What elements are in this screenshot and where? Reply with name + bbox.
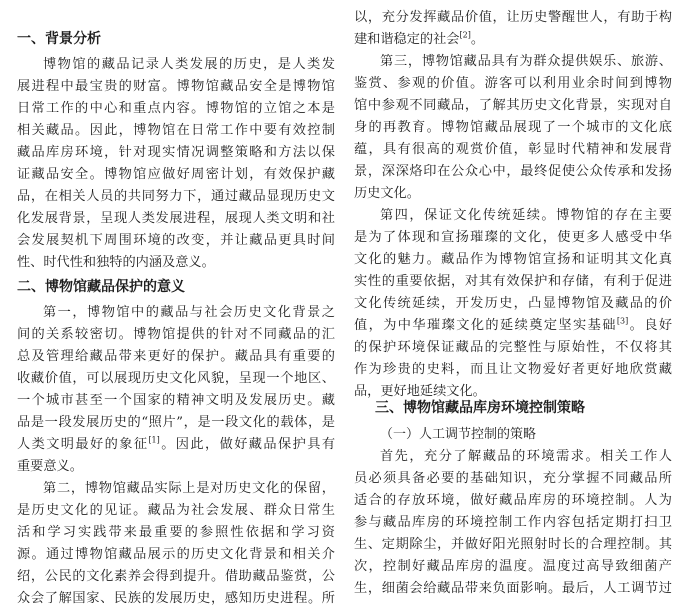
text-line: 品，在相关人员的共同努力下，通过藏品显现历史文: [17, 189, 335, 204]
text-line: 收藏价值，可以展现历史文化风貌，呈现一个地区、: [17, 371, 335, 386]
text-span: 人类文明最好的象征: [17, 437, 149, 452]
text-line: 第四，保证文化传统延续。博物馆的存在主要: [380, 208, 672, 223]
text-line: 证藏品安全。博物馆应做好周密计划，有效保护藏: [17, 167, 335, 182]
text-line: 重要意义。: [17, 459, 83, 474]
text-line: 第二，博物馆藏品实际上是对历史文化的保留，: [43, 481, 335, 496]
citation-3[interactable]: [3]: [616, 316, 629, 326]
heading-significance: 二、博物馆藏品保护的意义: [17, 279, 185, 295]
text-line: 第一，博物馆中的藏品与社会历史文化背景之: [43, 305, 335, 320]
text-line: 展进程中最宝贵的财富。博物馆藏品安全是博物馆: [17, 79, 335, 94]
text-line: 藏品库房环境，针对现实情况调整策略和方法以保: [17, 145, 335, 160]
text-line: 实性的重要依据，对其有效保护和存储，有利于促进: [354, 274, 672, 289]
text-line: 一个城市甚至一个国家的精神文明及发展历史。藏: [17, 393, 335, 408]
text-span: 。: [470, 32, 485, 47]
heading-background-analysis: 一、背景分析: [17, 31, 101, 47]
text-line: 品是一段发展历史的“照片”，是一段文化的载体，是: [17, 415, 335, 430]
text-line: 身的再教育。博物馆藏品展现了一个城市的文化底: [354, 120, 672, 135]
text-line: 以，充分发挥藏品价值，让历史警醒世人，有助于构: [354, 10, 672, 25]
text-line: 性、时代性和独特的内涵及意义。: [17, 255, 215, 270]
text-line: 博物馆的藏品记录人类发展的历史，是人类发: [43, 57, 335, 72]
text-line: 生、定期除尘，并做好阳光照射时长的合理控制。其: [354, 537, 672, 552]
text-line: [354, 29, 672, 51]
text-line: 众会了解国家、民族的发展历史，感知历史进程。所: [17, 591, 335, 606]
text-line: 文化的魅力。藏品作为博物馆宣扬和证明其文化真: [354, 252, 672, 267]
text-line: 化发展背景，呈现人类发展进程，展现人类文明和社: [17, 211, 335, 226]
text-line: 总及管理给藏品带来更好的保护。藏品具有重要的: [17, 349, 335, 364]
text-line: 是为了体现和宣扬璀璨的文化，使更多人感受中华: [354, 230, 672, 245]
text-line: 历史文化。: [354, 186, 420, 201]
citation-1[interactable]: [1]: [148, 435, 160, 445]
text-line: [17, 434, 335, 456]
text-line: 次，控制好藏品库房的温度。温度过高导致细菌产: [354, 559, 672, 574]
text-line: 相关藏品。因此，博物馆在日常工作中要有效控制: [17, 123, 335, 138]
text-line: 鉴赏、参观的价值。游客可以利用业余时间到博物: [354, 76, 672, 91]
text-span: 值，为中华璀璨文化的延续奠定坚实基础: [354, 318, 617, 333]
text-span: 。良好: [628, 318, 672, 333]
text-line: 作为珍贵的史料，而且让文物爱好者更好地欣赏藏: [354, 362, 672, 377]
text-line: 适合的存放环境，做好藏品库房的环境控制。人为: [354, 493, 672, 508]
subheading-manual-control: （一）人工调节控制的策略: [380, 427, 537, 442]
text-line: 日常工作的中心和重点内容。博物馆的立馆之本是: [17, 101, 335, 116]
text-line: 蕴，具有很高的观赏价值，彰显时代精神和发展背: [354, 142, 672, 157]
text-line: 文化传统延续，开发历史，凸显博物馆及藏品的价: [354, 296, 672, 311]
heading-environment-control: 三、博物馆藏品库房环境控制策略: [375, 400, 585, 416]
text-line: 景，深深烙印在公众心中，最终促使公众传承和发扬: [354, 164, 672, 179]
text-line: 首先，充分了解藏品的环境需求。相关工作人: [380, 449, 672, 464]
text-line: 绍，公民的文化素养会得到提升。借助藏品鉴赏，公: [17, 569, 335, 584]
text-line: 参与藏品库房的环境控制工作内容包括定期打扫卫: [354, 515, 672, 530]
text-line: 生，细菌会给藏品带来负面影响。最后，人工调节过: [354, 581, 672, 596]
text-line: 第三，博物馆藏品具有为群众提供娱乐、旅游、: [380, 54, 672, 69]
text-span: 建和谐稳定的社会: [354, 32, 460, 47]
text-line: 会发展契机下周围环境的改变，并让藏品更具时间: [17, 233, 335, 248]
citation-2[interactable]: [2]: [459, 30, 471, 40]
text-line: 品，更好地延续文化。: [354, 384, 486, 399]
text-line: 活和学习实践带来最重要的参照性依据和学习资: [17, 525, 335, 540]
text-line: 是历史文化的见证。藏品为社会发展、群众日常生: [17, 503, 335, 518]
text-line: 馆中参观不同藏品，了解其历史文化背景，实现对自: [354, 98, 672, 113]
text-line: 间的关系较密切。博物馆提供的针对不同藏品的汇: [17, 327, 335, 342]
text-line: 的保护环境保证藏品的完整性与原始性，不仅将其: [354, 340, 672, 355]
text-line: [354, 315, 672, 337]
text-line: 员必须具备必要的基础知识，充分掌握不同藏品所: [354, 471, 672, 486]
text-line: 源。通过博物馆藏品展示的历史文化背景和相关介: [17, 547, 335, 562]
text-span: 。因此，做好藏品保护具有: [159, 437, 335, 452]
